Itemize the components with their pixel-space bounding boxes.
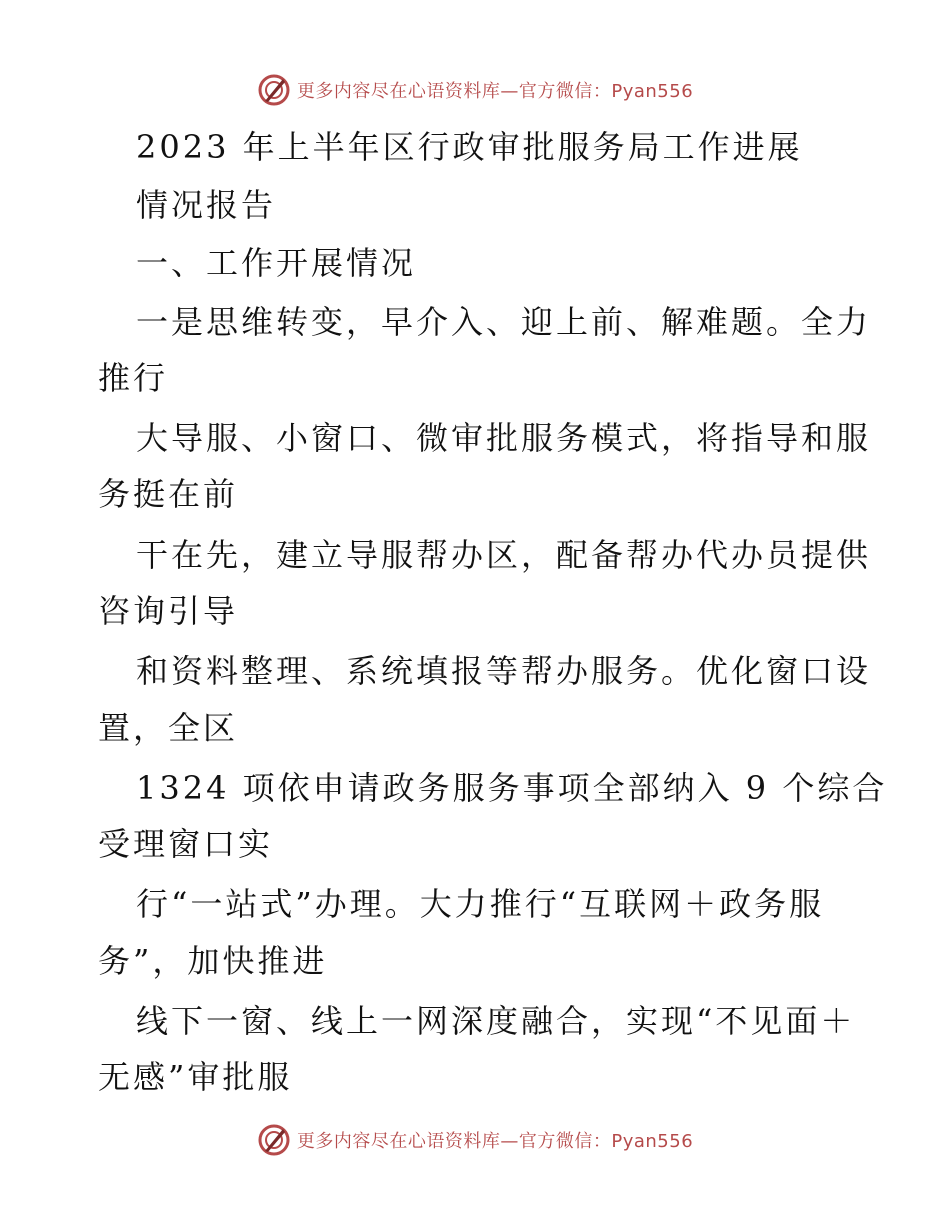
paragraph-line: 务挺在前 <box>98 475 239 513</box>
doc-title-line-1: 2023 年上半年区行政审批服务局工作进展 <box>136 128 803 166</box>
paragraph-line: 干在先，建立导服帮办区，配备帮办代办员提供 <box>136 536 872 574</box>
paragraph-line: 1324 项依申请政务服务事项全部纳入 9 个综合 <box>136 769 888 807</box>
section-heading: 一、工作开展情况 <box>136 244 417 282</box>
quill-seal-icon <box>257 1123 291 1157</box>
paragraph-line: 和资料整理、系统填报等帮办服务。优化窗口设 <box>136 652 872 690</box>
paragraph-line: 置，全区 <box>98 709 239 747</box>
footer-watermark <box>0 1120 950 1160</box>
quill-seal-icon <box>257 73 291 107</box>
paragraph-line: 咨询引导 <box>98 592 239 630</box>
paragraph-line: 受理窗口实 <box>98 825 274 863</box>
watermark-text: 更多内容尽在心语资料库—官方微信：Pyan556 <box>296 81 694 102</box>
paragraph-line: 推行 <box>98 359 169 397</box>
paragraph-line: 大导服、小窗口、微审批服务模式，将指导和服 <box>136 419 872 457</box>
doc-title-line-2: 情况报告 <box>136 186 277 224</box>
paragraph-line: 无感”审批服 <box>98 1058 293 1096</box>
watermark-text: 更多内容尽在心语资料库—官方微信：Pyan556 <box>296 1131 694 1152</box>
paragraph-line: 线下一窗、线上一网深度融合，实现“不见面＋ <box>136 1002 856 1040</box>
paragraph-line: 务”，加快推进 <box>98 942 328 980</box>
paragraph-line: 行“一站式”办理。大力推行“互联网＋政务服 <box>136 885 825 923</box>
header-watermark <box>0 70 950 110</box>
paragraph-line: 一是思维转变，早介入、迎上前、解难题。全力 <box>136 303 872 341</box>
